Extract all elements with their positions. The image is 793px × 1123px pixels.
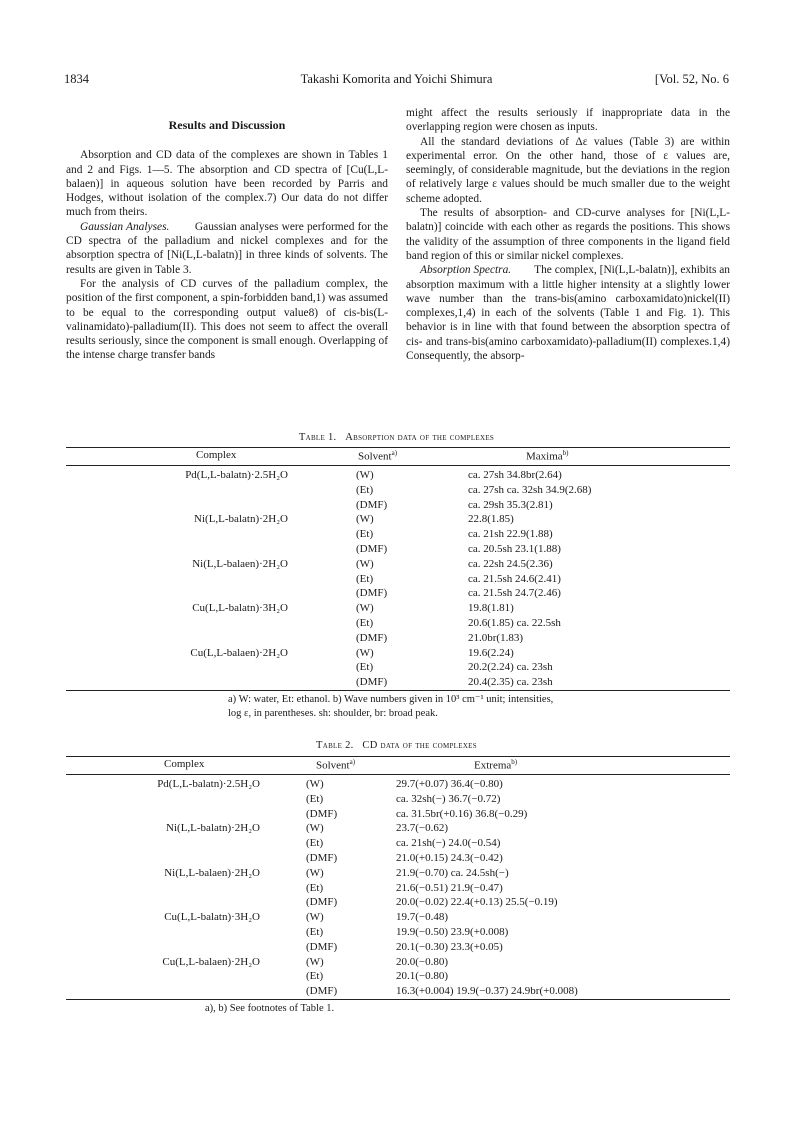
cell-solvent: (W) bbox=[306, 822, 324, 835]
table-row bbox=[66, 836, 730, 850]
table-row bbox=[66, 601, 730, 615]
table2-footnote: a), b) See footnotes of Table 1. bbox=[205, 1003, 335, 1014]
table2-header bbox=[66, 758, 730, 774]
table2-header-rule bbox=[66, 774, 730, 775]
cell-complex: Cu(L,L-balatn)·3H₂O bbox=[164, 911, 260, 924]
cell-data: ca. 20.5sh 23.1(1.88) bbox=[468, 543, 561, 555]
cell-data: 21.0br(1.83) bbox=[468, 631, 523, 644]
paragraph-absorption bbox=[406, 263, 730, 363]
cell-data: 19.9(−0.50) 23.9(+0.008) bbox=[396, 926, 509, 938]
cell-solvent: (Et) bbox=[306, 837, 324, 850]
cell-data: 20.0(−0.80) bbox=[396, 955, 449, 968]
cell-data: 21.0(+0.15) 24.3(−0.42) bbox=[396, 852, 503, 864]
col-header-maxima bbox=[526, 449, 569, 463]
cell-solvent: (Et) bbox=[356, 617, 374, 629]
table-row bbox=[66, 925, 730, 939]
table-row bbox=[66, 586, 730, 600]
cell-data: 19.7(−0.48) bbox=[396, 911, 449, 924]
cell-solvent: (Et) bbox=[356, 572, 374, 585]
table-row bbox=[66, 572, 730, 586]
cell-solvent: (DMF) bbox=[356, 631, 388, 644]
cell-data: ca. 27sh ca. 32sh 34.9(2.68) bbox=[468, 483, 592, 496]
table2-title: CD data of the complexes bbox=[362, 740, 477, 751]
cell-data: 20.2(2.24) ca. 23sh bbox=[468, 661, 553, 674]
table-row bbox=[66, 675, 730, 689]
running-header bbox=[64, 72, 729, 88]
left-column bbox=[66, 106, 388, 363]
cell-complex: Ni(L,L-balatn)·2H₂O bbox=[194, 513, 288, 526]
table1-header-rule bbox=[66, 465, 730, 466]
table1-header bbox=[66, 449, 730, 465]
cell-data: 20.1(−0.30) 23.3(+0.05) bbox=[396, 940, 503, 953]
table2-body bbox=[66, 777, 730, 999]
cell-solvent: (DMF) bbox=[356, 543, 388, 555]
cell-solvent: (Et) bbox=[356, 661, 374, 674]
table2-caption bbox=[0, 740, 793, 751]
cell-complex: Ni(L,L-balaen)·2H₂O bbox=[164, 866, 260, 879]
cell-data: 16.3(+0.004) 19.9(−0.37) 24.9br(+0.008) bbox=[396, 985, 578, 998]
cell-data: 20.4(2.35) ca. 23sh bbox=[468, 676, 553, 689]
paragraph: Absorption and CD data of the complexes are shown in Tables 1 and 2 and Figs. 1—5. The absorption and CD spectra of [Cu(L,L-balaen)] in aqueous solution have been recorded by Parris and Hodges, without isolation of the complex.7) Our data do not differ much from theirs. bbox=[66, 149, 388, 219]
cell-complex: Cu(L,L-balatn)·3H₂O bbox=[192, 602, 288, 615]
section-title: Results and Discussion bbox=[168, 118, 286, 132]
paragraph: For the analysis of CD curves of the palladium complex, the position of the first component, a spin-forbidden band,1) was assumed to be equal to the corresponding output value8) of cis-bis(L-valinamidato)-palladium(II). This does not seem to affect the overall results seriously, since the component is small enough. Overlapping of the intense charge transfer bands bbox=[66, 277, 388, 362]
table-row bbox=[66, 792, 730, 806]
table1-title: Absorption data of the complexes bbox=[345, 432, 495, 443]
cell-solvent: (W) bbox=[356, 469, 374, 481]
table-row bbox=[66, 955, 730, 969]
footnote-mark: a) bbox=[391, 449, 398, 457]
cell-data: 21.9(−0.70) ca. 24.5sh(−) bbox=[396, 866, 509, 879]
table-row bbox=[66, 542, 730, 556]
cell-data: ca. 21sh(−) 24.0(−0.54) bbox=[396, 837, 501, 850]
table-row bbox=[66, 910, 730, 924]
table-row bbox=[66, 895, 730, 909]
page-number: 1834 bbox=[64, 72, 89, 86]
cell-solvent: (DMF) bbox=[356, 498, 388, 511]
cell-data: ca. 21.5sh 24.7(2.46) bbox=[468, 587, 561, 600]
cell-solvent: (DMF) bbox=[306, 896, 338, 909]
table1-body bbox=[66, 468, 730, 690]
cell-solvent: (DMF) bbox=[356, 587, 388, 600]
table-row bbox=[66, 498, 730, 512]
table1-label: Table 1. bbox=[298, 432, 337, 443]
cell-data: ca. 21.5sh 24.6(2.41) bbox=[468, 572, 561, 585]
table-row bbox=[66, 984, 730, 998]
col-header-extrema bbox=[474, 758, 517, 772]
table-row bbox=[66, 483, 730, 497]
cell-data: ca. 31.5br(+0.16) 36.8(−0.29) bbox=[396, 807, 528, 820]
table-row bbox=[66, 969, 730, 983]
cell-solvent: (W) bbox=[306, 911, 324, 924]
volume-info: [Vol. 52, No. 6 bbox=[654, 72, 729, 86]
cell-solvent: (DMF) bbox=[306, 940, 338, 953]
cell-solvent: (W) bbox=[356, 602, 374, 615]
extrema-label: Extrema bbox=[474, 759, 512, 772]
cell-data: 20.0(−0.02) 22.4(+0.13) 25.5(−0.19) bbox=[396, 896, 558, 909]
cell-data: ca. 32sh(−) 36.7(−0.72) bbox=[396, 792, 501, 805]
cell-complex: Pd(L,L-balatn)·2.5H₂O bbox=[157, 778, 260, 790]
table1-top-rule bbox=[66, 447, 730, 448]
maxima-label: Maxima bbox=[526, 450, 563, 463]
table-row bbox=[66, 807, 730, 821]
table-row bbox=[66, 881, 730, 895]
table-row bbox=[66, 512, 730, 526]
col-header-solvent bbox=[316, 758, 355, 772]
paragraph: might affect the results seriously if inappropriate data in the overlapping region were chosen as inputs. bbox=[406, 107, 730, 134]
paragraph-text: Gaussian analyses were performed for the CD spectra of the palladium and nickel complexes and for the absorption spectra of [Ni(L,L-balatn)] in three kinds of solvents. The results are given in Table 3. bbox=[66, 220, 388, 276]
cell-complex: Ni(L,L-balatn)·2H₂O bbox=[166, 822, 260, 835]
run-in-heading: Absorption Spectra. bbox=[420, 264, 512, 277]
footnote-line: a) W: water, Et: ethanol. b) Wave numbers given in 10³ cm⁻¹ unit; intensities, bbox=[228, 694, 554, 705]
cell-complex: Ni(L,L-balaen)·2H₂O bbox=[192, 557, 288, 570]
footnote-mark: b) bbox=[562, 449, 569, 457]
right-column bbox=[406, 106, 730, 363]
table-row bbox=[66, 777, 730, 791]
cell-solvent: (W) bbox=[356, 557, 374, 570]
cell-solvent: (Et) bbox=[306, 881, 324, 894]
cell-solvent: (DMF) bbox=[306, 985, 338, 998]
cell-data: ca. 27sh 34.8br(2.64) bbox=[468, 469, 562, 481]
solvent-label: Solvent bbox=[358, 450, 392, 463]
cell-solvent: (W) bbox=[306, 866, 324, 879]
solvent-label: Solvent bbox=[316, 759, 350, 772]
cell-solvent: (Et) bbox=[356, 528, 374, 541]
cell-data: ca. 22sh 24.5(2.36) bbox=[468, 557, 553, 570]
footnote-mark: b) bbox=[511, 758, 518, 766]
table2-label: Table 2. bbox=[316, 740, 354, 751]
run-in-heading: Gaussian Analyses. bbox=[80, 220, 170, 233]
table-row bbox=[66, 660, 730, 674]
table1-footnote bbox=[228, 693, 553, 721]
table-row bbox=[66, 646, 730, 660]
cell-solvent: (W) bbox=[356, 513, 374, 526]
table-row bbox=[66, 866, 730, 880]
table-row bbox=[66, 468, 730, 482]
cell-solvent: (Et) bbox=[306, 926, 324, 938]
paragraph-text: The complex, [Ni(L,L-balatn)], exhibits an absorption maximum with a little higher intensity at a slightly lower wave number than the trans-bis(amino carboxamidato)nickel(II) complexes,1,4) in each of the solvents (Table 1 and Fig. 1). This behavior is in line with that found between the absorption spectra of cis- and trans-bis(amino carboxamidato)-palladium(II) complexes.1,4) Consequently, the absorp- bbox=[406, 264, 731, 363]
cell-data: 19.8(1.81) bbox=[468, 602, 514, 615]
cell-solvent: (DMF) bbox=[306, 852, 338, 864]
table1-caption bbox=[0, 432, 793, 443]
cell-data: 20.6(1.85) ca. 22.5sh bbox=[468, 617, 561, 629]
cell-solvent: (W) bbox=[306, 778, 324, 790]
table-row bbox=[66, 557, 730, 571]
cell-data: ca. 21sh 22.9(1.88) bbox=[468, 528, 553, 541]
table-row bbox=[66, 527, 730, 541]
cell-complex: Pd(L,L-balatn)·2.5H₂O bbox=[185, 469, 288, 481]
running-title: Takashi Komorita and Yoichi Shimura bbox=[300, 72, 493, 86]
cell-solvent: (W) bbox=[306, 955, 324, 968]
cell-solvent: (DMF) bbox=[356, 676, 388, 689]
cell-solvent: (Et) bbox=[306, 792, 324, 805]
cell-complex: Cu(L,L-balaen)·2H₂O bbox=[162, 955, 260, 968]
cell-data: 21.6(−0.51) 21.9(−0.47) bbox=[396, 881, 503, 894]
cell-solvent: (Et) bbox=[306, 970, 324, 983]
cell-solvent: (Et) bbox=[356, 483, 374, 496]
col-header-complex: Complex bbox=[196, 449, 237, 461]
table2-bottom-rule bbox=[66, 999, 730, 1000]
table-row bbox=[66, 821, 730, 835]
col-header-complex: Complex bbox=[164, 758, 205, 770]
cell-data: 29.7(+0.07) 36.4(−0.80) bbox=[396, 778, 503, 790]
cell-complex: Cu(L,L-balaen)·2H₂O bbox=[190, 646, 288, 659]
cell-solvent: (DMF) bbox=[306, 807, 338, 820]
paragraph: All the standard deviations of Δε values (Table 3) are within experimental error. On the other hand, those of ε values are, seemingly, of considerable magnitude, but the deviations in the region of relatively large ε values should be much smaller due to the weight scheme adopted. bbox=[406, 135, 730, 205]
paragraph: The results of absorption- and CD-curve analyses for [Ni(L,L-balatn)] coincide with each other as regards the positions. This shows the validity of the assumption of three components in the ligand field band region of this or similar nickel complexes. bbox=[406, 207, 730, 262]
table-row bbox=[66, 940, 730, 954]
table1-bottom-rule bbox=[66, 690, 730, 691]
table2-top-rule bbox=[66, 756, 730, 757]
table-row bbox=[66, 851, 730, 865]
cell-data: ca. 29sh 35.3(2.81) bbox=[468, 498, 553, 511]
table-row bbox=[66, 616, 730, 630]
col-header-solvent bbox=[358, 449, 397, 463]
cell-data: 22.8(1.85) bbox=[468, 513, 514, 526]
footnote-mark: a) bbox=[349, 758, 356, 766]
cell-solvent: (W) bbox=[356, 646, 374, 659]
cell-data: 23.7(−0.62) bbox=[396, 822, 449, 835]
cell-data: 19.6(2.24) bbox=[468, 646, 514, 659]
table-row bbox=[66, 631, 730, 645]
cell-data: 20.1(−0.80) bbox=[396, 970, 449, 983]
footnote-line: log ε, in parentheses. sh: shoulder, br: broad peak. bbox=[228, 708, 438, 719]
paragraph-gaussian bbox=[66, 220, 388, 277]
